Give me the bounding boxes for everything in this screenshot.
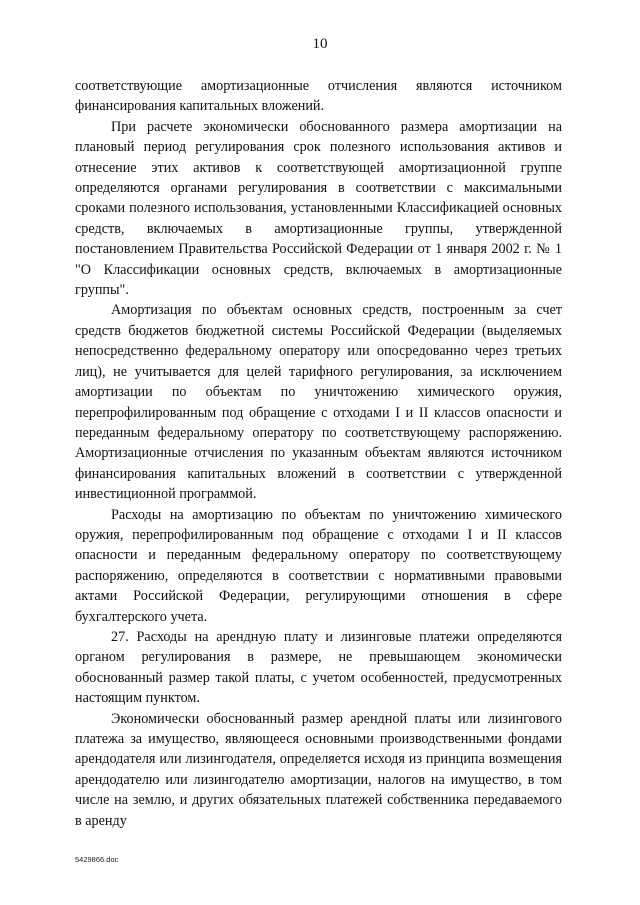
paragraph-amortization-expenses: Расходы на амортизацию по объектам по уничтожению химического оружия, перепрофилированным под обращение с отходами I и II классов опасности и переданным федеральному оператору по соответствующему распоряжению, определяются в соответствии с нормативными правовыми актами Российской Федерации, регулирующими отношения в сфере бухгалтерского учета.: [75, 506, 562, 625]
file-name-footer: 5429866.doc: [75, 855, 119, 864]
paragraph-lease-payment: Экономически обоснованный размер арендной платы или лизингового платежа за имущество, являющееся основными производственными фондами арендодателя или лизингодателя, определяется исходя из принципа возмещения арендодателю или лизингодателю амортизации, налогов на имущество, в том числе на землю, и других обязательных платежей собственника передаваемого в аренду: [75, 710, 562, 829]
paragraph-amortization-calculation: При расчете экономически обоснованного размера амортизации на плановый период регулирования срок полезного использования активов и отнесение этих активов к соответствующей амортизационной группе определяются органами регулирования в соответствии с максимальными сроками полезного использования, установленными Классификацией основных средств, включаемых в амортизационные группы, утвержденной постановлением Правительства Российской Федерации от 1 января 2002 г. № 1 "О Классификации основных средств, включаемых в амортизационные группы".: [75, 118, 562, 299]
page-number: 10: [312, 36, 328, 52]
document-body: [75, 76, 562, 831]
paragraph-continuation: соответствующие амортизационные отчисления являются источником финансирования капитальных вложений.: [75, 78, 562, 115]
paragraph-item-27: 27. Расходы на арендную плату и лизинговые платежи определяются органом регулирования в размере, не превышающем экономически обоснованный размер такой платы, с учетом особенностей, предусмотренных настоящим пунктом.: [75, 628, 562, 707]
paragraph-amortization-budget-assets: Амортизация по объектам основных средств, построенным за счет средств бюджетов бюджетной системы Российской Федерации (выделяемых непосредственно федеральному оператору или опосредованно через третьих лиц), не учитывается для целей тарифного регулирования, за исключением амортизации по объектам по уничтожению химического оружия, перепрофилированным под обращение с отходами I и II классов опасности и переданным федеральному оператору по соответствующему распоряжению. Амортизационные отчисления по указанным объектам являются источником финансирования капитальных вложений в соответствии с утвержденной инвестиционной программой.: [75, 302, 562, 503]
